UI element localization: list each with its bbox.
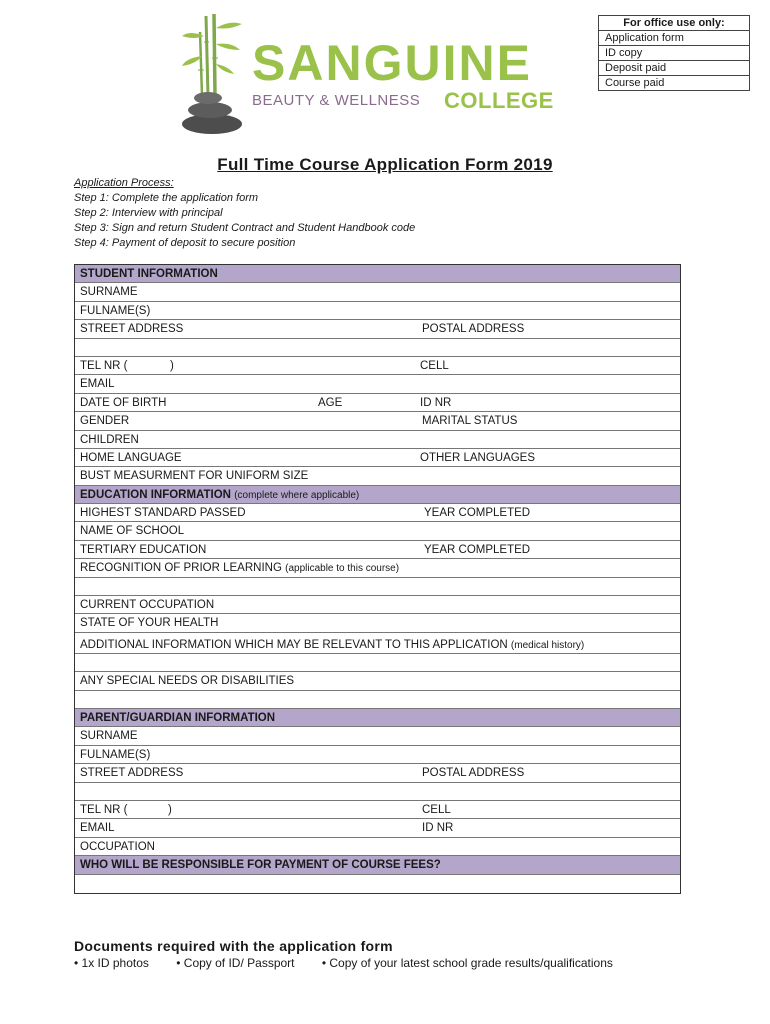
field-student-tel[interactable]: [75, 357, 680, 375]
process-heading: Application Process:: [74, 177, 174, 189]
office-item-course: Course paid: [605, 77, 665, 89]
document-item-id-copy: • Copy of ID/ Passport: [176, 956, 295, 970]
label-bust: BUST MEASURMENT FOR UNIFORM SIZE: [80, 470, 309, 483]
fees-heading: WHO WILL BE RESPONSIBLE FOR PAYMENT OF COURSE FEES?: [80, 859, 441, 872]
form-title: Full Time Course Application Form 2019: [217, 155, 553, 174]
document-item-results: • Copy of your latest school grade results/qualifications: [321, 956, 613, 970]
logo-name: SANGUINE: [252, 35, 532, 91]
field-student-dob[interactable]: [75, 394, 680, 412]
label-email: EMAIL: [80, 378, 115, 391]
education-note: (complete where applicable): [234, 489, 360, 501]
label-additional: ADDITIONAL INFORMATION WHICH MAY BE RELEVANT TO THIS APPLICATION: [80, 638, 508, 651]
field-highest-standard[interactable]: [75, 504, 680, 522]
student-heading: STUDENT INFORMATION: [80, 268, 218, 280]
field-rpl-cont[interactable]: [75, 578, 680, 596]
logo-college: COLLEGE: [444, 88, 554, 113]
label-postal: POSTAL ADDRESS: [422, 323, 525, 336]
label-dob: DATE OF BIRTH: [80, 396, 167, 409]
label-id: ID NR: [420, 396, 452, 409]
field-tertiary[interactable]: [75, 541, 680, 559]
label-parent-tel: TEL NR (: [80, 803, 128, 816]
label-year-2: YEAR COMPLETED: [424, 543, 531, 556]
label-street: STREET ADDRESS: [80, 323, 184, 336]
field-student-fullname[interactable]: [75, 302, 680, 320]
office-heading: For office use only:: [599, 16, 749, 31]
label-children: CHILDREN: [80, 433, 139, 446]
field-parent-address[interactable]: [75, 764, 680, 782]
field-additional-cont[interactable]: [75, 654, 680, 672]
field-current-occupation[interactable]: [75, 596, 680, 614]
bamboo-stones-icon: [176, 12, 252, 134]
label-parent-cell: CELL: [422, 803, 451, 816]
education-heading: EDUCATION INFORMATION: [80, 488, 231, 501]
label-cell: CELL: [420, 359, 449, 372]
field-student-email[interactable]: [75, 375, 680, 393]
field-student-gender[interactable]: [75, 412, 680, 430]
field-parent-tel[interactable]: [75, 801, 680, 819]
label-parent-occupation: OCCUPATION: [80, 840, 155, 853]
field-school-name[interactable]: [75, 522, 680, 540]
label-surname: SURNAME: [80, 286, 138, 299]
label-occupation: CURRENT OCCUPATION: [80, 599, 215, 612]
field-parent-email[interactable]: [75, 819, 680, 837]
process-step-3: Step 3: Sign and return Student Contract and Student Handbook code: [74, 222, 416, 234]
education-section-header: [75, 486, 680, 504]
field-student-address[interactable]: [75, 320, 680, 338]
rpl-note: (applicable to this course): [285, 563, 400, 575]
office-item-application: Application form: [599, 31, 749, 46]
fees-section-header: [75, 856, 680, 874]
label-highest: HIGHEST STANDARD PASSED: [80, 507, 246, 520]
label-home-lang: HOME LANGUAGE: [80, 451, 182, 464]
office-item-id: ID copy: [599, 46, 749, 61]
field-special-needs[interactable]: [75, 672, 680, 690]
college-logo: [176, 12, 566, 134]
label-parent-tel-close: ): [168, 803, 172, 816]
label-parent-street: STREET ADDRESS: [80, 767, 184, 780]
label-tertiary: TERTIARY EDUCATION: [80, 543, 207, 556]
field-student-address-cont[interactable]: [75, 339, 680, 357]
field-student-bust[interactable]: [75, 467, 680, 485]
process-step-4: Step 4: Payment of deposit to secure position: [74, 237, 296, 249]
label-parent-fullname: FULNAME(S): [80, 748, 151, 761]
field-health[interactable]: [75, 614, 680, 632]
process-step-1: Step 1: Complete the application form: [74, 192, 259, 204]
field-student-surname[interactable]: [75, 283, 680, 301]
field-special-cont[interactable]: [75, 691, 680, 709]
label-special: ANY SPECIAL NEEDS OR DISABILITIES: [80, 675, 295, 688]
field-parent-occupation[interactable]: [75, 838, 680, 856]
document-item-photos: • 1x ID photos: [74, 956, 149, 970]
application-process: [74, 176, 415, 251]
label-fullname: FULNAME(S): [80, 304, 151, 317]
parent-section-header: [75, 709, 680, 727]
logo-tagline: BEAUTY & WELLNESS: [252, 92, 421, 109]
label-age: AGE: [318, 396, 343, 409]
label-gender: GENDER: [80, 415, 130, 428]
documents-heading: Documents required with the application form: [74, 938, 393, 954]
field-student-children[interactable]: [75, 431, 680, 449]
label-year-1: YEAR COMPLETED: [424, 507, 531, 520]
parent-heading: PARENT/GUARDIAN INFORMATION: [80, 711, 276, 724]
label-other-lang: OTHER LANGUAGES: [420, 451, 536, 464]
documents-list: [74, 956, 637, 970]
field-parent-fullname[interactable]: [75, 746, 680, 764]
label-tel-close: ): [170, 359, 174, 372]
label-health: STATE OF YOUR HEALTH: [80, 617, 219, 630]
field-additional-info[interactable]: [75, 633, 680, 654]
field-parent-surname[interactable]: [75, 727, 680, 745]
additional-note: (medical history): [510, 639, 585, 651]
student-section-header: [75, 265, 680, 283]
label-tel: TEL NR (: [80, 359, 128, 372]
field-parent-address-cont[interactable]: [75, 783, 680, 801]
label-parent-email: EMAIL: [80, 822, 115, 835]
label-marital: MARITAL STATUS: [422, 415, 518, 428]
office-item-deposit: Deposit paid: [599, 61, 749, 76]
field-rpl[interactable]: [75, 559, 680, 577]
label-rpl: RECOGNITION OF PRIOR LEARNING: [80, 562, 282, 575]
office-use-box: [598, 15, 750, 91]
label-parent-id: ID NR: [422, 822, 454, 835]
field-fees-responsible[interactable]: [75, 875, 680, 893]
process-step-2: Step 2: Interview with principal: [74, 207, 223, 219]
label-parent-surname: SURNAME: [80, 730, 138, 743]
field-student-language[interactable]: [75, 449, 680, 467]
label-parent-postal: POSTAL ADDRESS: [422, 767, 525, 780]
application-form-table: [74, 264, 681, 894]
label-school: NAME OF SCHOOL: [80, 525, 185, 538]
